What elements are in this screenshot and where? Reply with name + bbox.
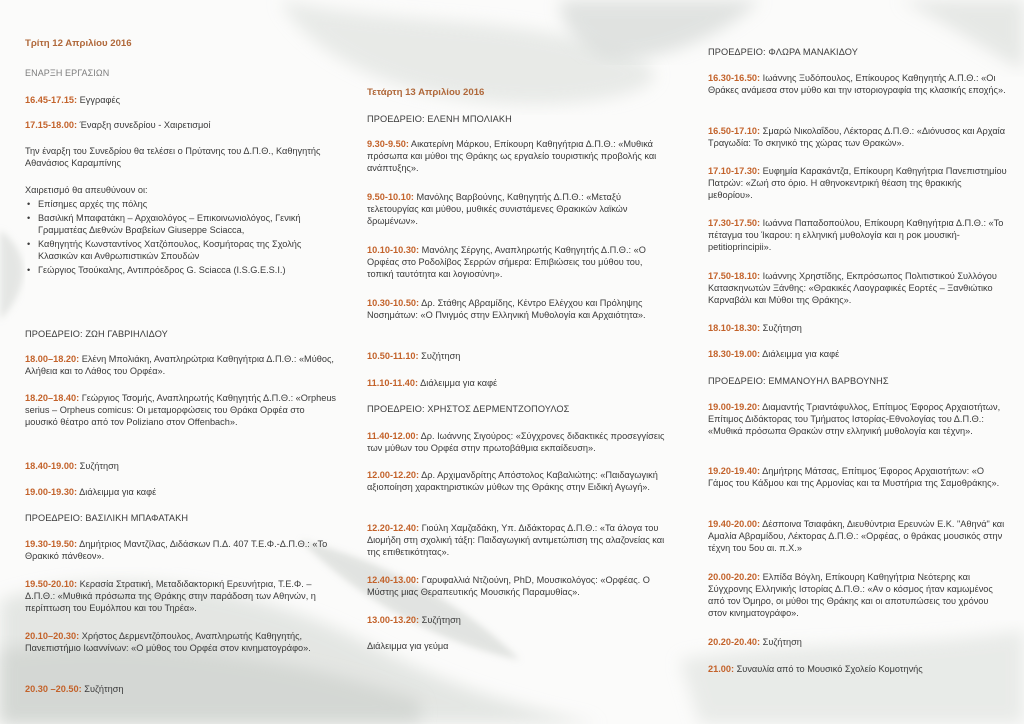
item-text: Ιωάννα Παπαδοπούλου, Επίκουρη Καθηγήτρια Δ.Π.Θ.: «Το πέταγμα του Ίκαρου: η ελληνική μυθολογία και η ροκ μουσική-petitioprincipii».	[708, 218, 1004, 252]
schedule-item	[25, 94, 337, 106]
item-text: Ευφημία Καρακάντζα, Επίκουρη Καθηγήτρια Πανεπιστημίου Πατρών: «Ζωή στο όριο. Η αθηνοκεντρική θέαση της θρακικής μεθορίου».	[708, 166, 1007, 200]
chair-heading	[25, 512, 337, 524]
chair-text: ΠΡΟΕΔΡΕΙΟ: ΕΜΜΑΝΟΥΗΛ ΒΑΡΒΟΥΝΗΣ	[708, 376, 889, 386]
time-slot: 20.10–20.30:	[25, 631, 80, 641]
schedule-item	[25, 119, 337, 131]
day-title: Τετάρτη 13 Απριλίου 2016	[367, 87, 485, 98]
chair-text: ΠΡΟΕΔΡΕΙΟ: ΧΡΗΣΤΟΣ ΔΕΡΜΕΝΤΖΟΠΟΥΛΟΣ	[367, 404, 570, 414]
chair-heading	[367, 113, 669, 125]
opening-label-block	[25, 67, 337, 79]
schedule-item	[708, 72, 1008, 96]
time-slot: 11.10-11.40:	[367, 378, 419, 388]
schedule-item	[25, 578, 337, 614]
schedule-item	[708, 401, 1008, 437]
schedule-item	[25, 353, 337, 377]
schedule-item	[25, 683, 337, 695]
schedule-item	[708, 165, 1008, 201]
time-slot: 19.00-19.30:	[25, 487, 78, 497]
schedule-item	[25, 538, 337, 562]
item-text: Εγγραφές	[77, 95, 120, 105]
schedule-item	[708, 518, 1008, 554]
item-text: Συζήτηση	[418, 351, 461, 361]
item-text: Συζήτηση	[419, 615, 461, 625]
time-slot: 18.30-19.00:	[708, 349, 761, 359]
schedule-item	[367, 191, 669, 227]
schedule-item	[367, 138, 669, 174]
schedule-item	[367, 574, 669, 598]
chair-text: ΠΡΟΕΔΡΕΙΟ: ΖΩΗ ΓΑΒΡΙΗΛΙΔΟΥ	[25, 329, 168, 339]
schedule-item	[367, 430, 669, 454]
item-text: Συναυλία από το Μουσικό Σχολείο Κομοτηνής	[734, 664, 923, 674]
time-slot: 16.30-16.50:	[708, 73, 761, 83]
time-slot: 19.00-19.20:	[708, 402, 761, 412]
item-text: Συζήτηση	[760, 323, 802, 333]
item-text: Ελένη Μπολιάκη, Αναπληρώτρια Καθηγήτρια Δ.Π.Θ.: «Μύθος, Αλήθεια και το Λάθος του Ορφέα».	[25, 354, 334, 376]
time-slot: 18.20–18.40:	[25, 393, 80, 403]
item-text: Διάλειμμα για καφέ	[418, 378, 498, 388]
schedule-item	[708, 125, 1008, 149]
item-text: Αικατερίνη Μάρκου, Επίκουρη Καθηγήτρια Δ.Π.Θ.: «Μυθικά πρόσωπα και μύθοι της Θράκης ως εργαλείο τουριστικής προβολής και ανάπτυξης».	[367, 139, 657, 173]
chair-heading	[708, 46, 1008, 58]
time-slot: 20.20-20.40:	[708, 637, 761, 647]
schedule-item	[708, 636, 1008, 648]
time-slot: 9.50-10.10:	[367, 192, 414, 202]
item-text: Δρ. Ιωάννης Σιγούρος: «Σύγχρονες διδακτικές προσεγγίσεις των μύθων του Ορφέα στην πρωτοβάθμια εκπαίδευση».	[367, 431, 665, 453]
time-slot: 12.00-12.20:	[367, 470, 420, 480]
schedule-item	[25, 486, 337, 498]
schedule-item	[708, 322, 1008, 334]
list-item: • Βασιλική Μπαφατάκη – Αρχαιολόγος – Επικοινωνιολόγος, Γενική Γραμματέας Διεθνών Βραβείων Giuseppe Sciacca,	[25, 212, 337, 236]
time-slot: 21.00:	[708, 664, 735, 674]
item-text: Έναρξη συνεδρίου - Χαιρετισμοί	[77, 120, 211, 130]
time-slot: 18.00–18.20:	[25, 354, 80, 364]
item-text: Συζήτηση	[77, 461, 119, 471]
lunch-break	[367, 640, 669, 652]
schedule-item	[708, 217, 1008, 253]
time-slot: 16.45-17.15:	[25, 95, 78, 105]
item-text: Γιούλη Χαμζαδάκη, Υπ. Διδάκτορας Δ.Π.Θ.: «Τα άλογα του Διομήδη στη σχολική τάξη: Παιδαγωγική αντιμετώπιση της αλαζονείας και της επιθετικότητας».	[367, 523, 665, 557]
item-text: Διάλειμμα για καφέ	[760, 349, 840, 359]
time-slot: 10.50-11.10:	[367, 351, 419, 361]
item-text: Ιωάννης Ξυδόπουλος, Επίκουρος Καθηγητής Α.Π.Θ.: «Οι Θράκες ανάμεσα στον μύθο και την ιστοριογραφία της κλασικής εποχής».	[708, 73, 1006, 95]
time-slot: 20.30 –20.50:	[25, 684, 82, 694]
time-slot: 17.50-18.10:	[708, 271, 761, 281]
time-slot: 20.00-20.20:	[708, 572, 761, 582]
item-text: Ελπίδα Βόγλη, Επίκουρη Καθηγήτρια Νεότερης και Σύγχρονης Ελληνικής Ιστορίας Δ.Π.Θ.: «Αν ο κόσμος ήταν καμωμένος από τον Όμηρο, οι μύθοι της Θράκης και οι αποτυπώσεις του χρόνου στον κινηματογράφο».	[708, 572, 993, 618]
item-text: Δημήτρης Μάτσας, Επίτιμος Έφορος Αρχαιοτήτων: «Ο Γάμος του Κάδμου και της Αρμονίας και τα Μυστήρια της Σαμοθράκης».	[708, 466, 1000, 488]
time-slot: 17.30-17.50:	[708, 218, 761, 228]
time-slot: 10.30-10.50:	[367, 298, 420, 308]
chair-text: ΠΡΟΕΔΡΕΙΟ: ΒΑΣΙΛΙΚΗ ΜΠΑΦΑΤΑΚΗ	[25, 513, 189, 523]
item-text: Μανόλης Σέργης, Αναπληρωτής Καθηγητής Δ.Π.Θ.: «Ο Ορφέας στο Ροδολίβος Σερρών σήμερα: Επιβιώσεις του μύθου του, τοπική ταυτότητα και λογιοσύνη».	[367, 245, 646, 279]
schedule-item	[25, 392, 337, 428]
schedule-item	[367, 469, 669, 493]
day-title: Τρίτη 12 Απριλίου 2016	[25, 38, 132, 49]
greetings-list	[25, 198, 337, 276]
item-text: Διάλειμμα για καφέ	[77, 487, 157, 497]
item-text: Γαρυφαλλιά Ντζιούνη, PhD, Μουσικολόγος: «Ορφέας. Ο Μύστης μιας Θεραπευτικής Μουσικής Παραμυθίας».	[367, 575, 650, 597]
time-slot: 9.30-9.50:	[367, 139, 409, 149]
schedule-item	[708, 348, 1008, 360]
list-item: • Γεώργιος Τσούκαλης, Αντιπρόεδρος G. Sciacca (I.S.G.E.S.I.)	[25, 264, 337, 276]
time-slot: 17.10-17.30:	[708, 166, 761, 176]
chair-text: ΠΡΟΕΔΡΕΙΟ: ΕΛΕΝΗ ΜΠΟΛΙΑΚΗ	[367, 114, 512, 124]
item-text: Δέσποινα Τσιαφάκη, Διευθύντρια Ερευνών Ε.Κ. "Αθηνά" και Αμαλία Αβραμίδου, Λέκτορας Δ.Π.Θ.: «Ορφέας, ο θράκας μουσικός στην τέχνη του 5ου αι. π.Χ.»	[708, 519, 1005, 553]
item-text: Συζήτηση	[760, 637, 802, 647]
time-slot: 19.50-20.10:	[25, 579, 78, 589]
chair-text: ΠΡΟΕΔΡΕΙΟ: ΦΛΩΡΑ ΜΑΝΑΚΙΔΟΥ	[708, 47, 858, 57]
time-slot: 13.00-13.20:	[367, 615, 420, 625]
schedule-item	[367, 244, 669, 280]
time-slot: 17.15-18.00:	[25, 120, 78, 130]
item-text: Χρήστος Δερμεντζόπουλος, Αναπληρωτής Καθηγητής, Πανεπιστήμιο Ιωαννίνων: «Ο μύθος του Ορφέα στον κινηματογράφο».	[25, 631, 311, 653]
time-slot: 18.10-18.30:	[708, 323, 761, 333]
item-text: Σμαρώ Νικολαΐδου, Λέκτορας Δ.Π.Θ.: «Διόνυσος και Αρχαία Τραγωδία: Το σκηνικό της χώρας των Θρακών».	[708, 126, 1006, 148]
item-text: Συζήτηση	[81, 684, 124, 694]
time-slot: 18.40-19.00:	[25, 461, 78, 471]
day-heading	[25, 38, 337, 50]
time-slot: 12.40-13.00:	[367, 575, 420, 585]
day-heading	[367, 87, 669, 99]
time-slot: 11.40-12.00:	[367, 431, 419, 441]
chair-heading	[367, 403, 669, 415]
item-text: Δρ. Αρχιμανδρίτης Απόστολος Καβαλιώτης: «Παιδαγωγική αξιοποίηση χαρακτηριστικών μύθων της Θράκης στην Ειδική Αγωγή».	[367, 470, 658, 492]
schedule-item	[25, 460, 337, 472]
schedule-item	[367, 614, 669, 626]
schedule-item	[708, 571, 1008, 619]
chair-heading	[25, 328, 337, 340]
schedule-item	[367, 297, 669, 321]
schedule-item	[25, 630, 337, 654]
greetings-title: Χαιρετισμό θα απευθύνουν οι:	[25, 185, 148, 195]
schedule-item	[708, 270, 1008, 306]
item-text: Γεώργιος Τσομής, Αναπληρωτής Καθηγητής Δ.Π.Θ.: «Orpheus serius – Orpheus comicus: Οι μεταμορφώσεις του Θράκα Ορφέα στο μουσικό θέατρο από τον Poliziano στον Offenbach».	[25, 393, 337, 427]
intro-paragraph	[25, 145, 337, 169]
greetings-block	[25, 184, 337, 278]
list-item: • Καθηγητής Κωνσταντίνος Χατζόπουλος, Κοσμήτορας της Σχολής Κλασικών και Ανθρωπιστικών Σπουδών	[25, 238, 337, 262]
opening-label: ΕΝΑΡΞΗ ΕΡΓΑΣΙΩΝ	[25, 68, 110, 78]
list-item: • Επίσημες αρχές της πόλης	[25, 198, 337, 210]
time-slot: 12.20-12.40:	[367, 523, 420, 533]
lunch-text: Διάλειμμα για γεύμα	[367, 641, 449, 651]
time-slot: 19.30-19.50:	[25, 539, 78, 549]
item-text: Κερασία Στρατική, Μεταδιδακτορική Ερευνήτρια, Τ.Ε.Φ. – Δ.Π.Θ.: «Μυθικά πρόσωπα της Θράκης στην παράδοση των Αθηνών, η περίπτωση του Ευμόλπου και του Τηρέα».	[25, 579, 316, 613]
time-slot: 10.10-10.30:	[367, 245, 420, 255]
chair-heading	[708, 375, 1008, 387]
schedule-item	[367, 522, 669, 558]
item-text: Δημήτριος Μαντζίλας, Διδάσκων Π.Δ. 407 Τ.Ε.Φ.-Δ.Π.Θ.: «Το Θρακικό πάνθεον».	[25, 539, 328, 561]
item-text: Ιωάννης Χρηστίδης, Εκπρόσωπος Πολιτιστικού Συλλόγου Κατασκηνωτών Ξάνθης: «Θρακικές Λαογραφικές Εορτές – Ξανθιώτικο Καρναβάλι και Μύθοι της Θράκης».	[708, 271, 997, 305]
item-text: Δρ. Στάθης Αβραμίδης, Κέντρο Ελέγχου και Πρόληψης Νοσημάτων: «Ο Πνιγμός στην Ελληνική Μυθολογία και Αρχαιότητα».	[367, 298, 646, 320]
item-text: Διαμαντής Τριαντάφυλλος, Επίτιμος Έφορος Αρχαιοτήτων, Επίτιμος Διδάκτορας του Τμήματος Ιστορίας-Εθνολογίας του Δ.Π.Θ.: «Μυθικά πρόσωπα Θρακών στην ελληνική μυθολογία και τέχνη».	[708, 402, 1001, 436]
item-text: Μανόλης Βαρβούνης, Καθηγητής Δ.Π.Θ.: «Μεταξύ τελετουργίας και μύθου, μυθικές συνιστάμενες Θρακικών λαϊκών δρωμένων».	[367, 192, 628, 226]
schedule-item	[367, 350, 669, 362]
schedule-item	[367, 377, 669, 389]
schedule-item	[708, 663, 1008, 675]
time-slot: 19.20-19.40:	[708, 466, 761, 476]
intro-text: Την έναρξη του Συνεδρίου θα τελέσει ο Πρύτανης του Δ.Π.Θ., Καθηγητής Αθανάσιος Καραμπίνης	[25, 146, 321, 168]
schedule-item	[708, 465, 1008, 489]
time-slot: 19.40-20.00:	[708, 519, 761, 529]
time-slot: 16.50-17.10:	[708, 126, 761, 136]
